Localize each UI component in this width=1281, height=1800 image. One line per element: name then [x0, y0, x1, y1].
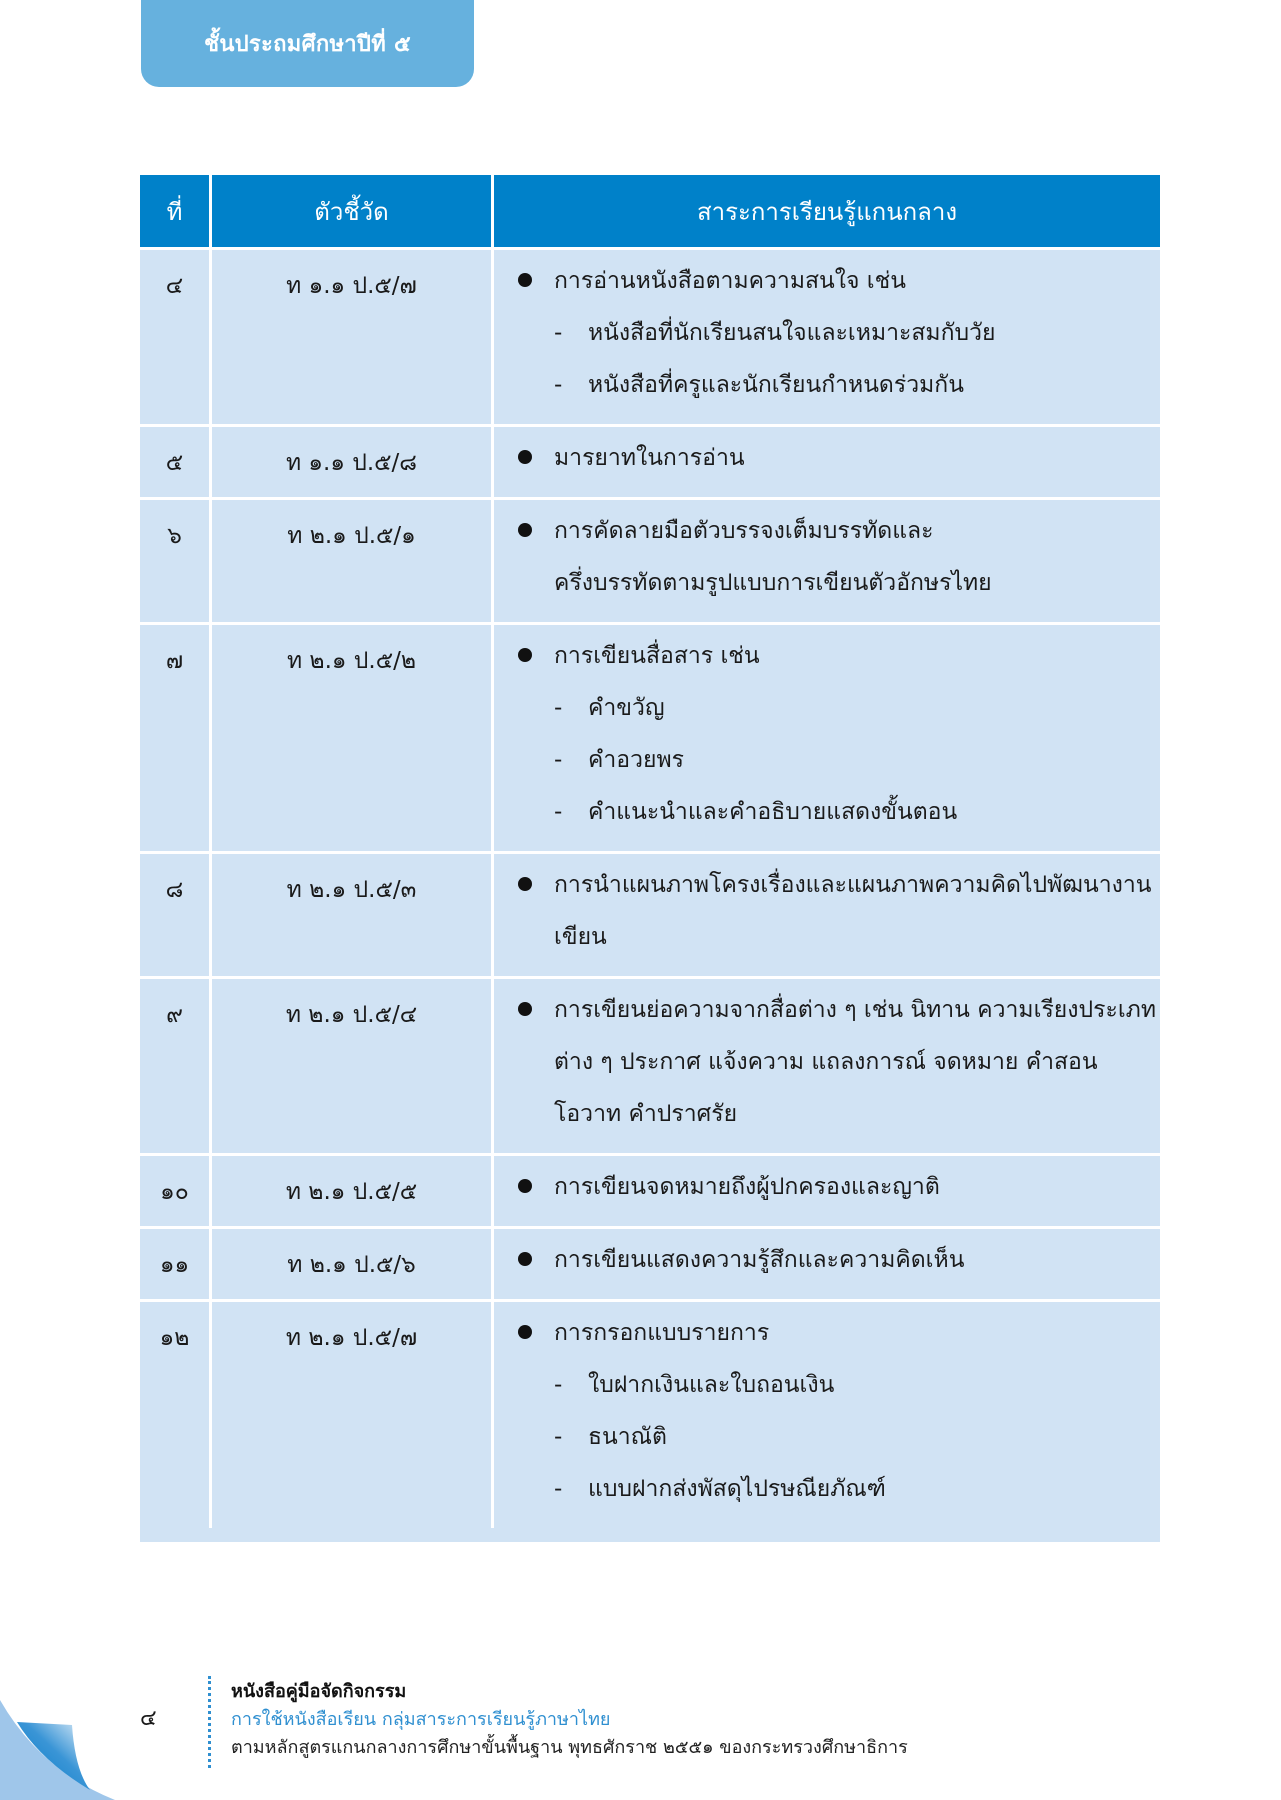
table-row: [140, 622, 1160, 851]
indicator-code: ท ๒.๑ ป.๕/๗: [212, 1302, 494, 1528]
sub-item: [518, 799, 1160, 851]
indicator-code: ท ๒.๑ ป.๕/๔: [212, 979, 494, 1153]
core-content: [494, 500, 1160, 622]
indicator-code: ท ๑.๑ ป.๕/๗: [212, 250, 494, 424]
bullet-continuation: ต่าง ๆ ประกาศ แจ้งความ แถลงการณ์ จดหมาย คำสอน: [554, 1049, 1098, 1075]
bullet-icon: [518, 877, 532, 891]
sub-item-text: ธนาณัติ: [588, 1424, 667, 1450]
table-row: [140, 1153, 1160, 1226]
table-row: [140, 497, 1160, 622]
curriculum-table: [140, 175, 1160, 1542]
sub-item: [518, 1424, 1160, 1476]
bullet-item: [518, 872, 1160, 924]
pad: [212, 1528, 494, 1542]
bullet-text: การเขียนสื่อสาร เช่น: [554, 643, 760, 669]
dash-marker: -: [554, 1424, 563, 1450]
bullet-text: การกรอกแบบรายการ: [554, 1320, 770, 1346]
indicator-code: ท ๒.๑ ป.๕/๒: [212, 625, 494, 851]
dash-marker: -: [554, 320, 563, 346]
row-number: ๙: [140, 979, 212, 1153]
bullet-icon: [518, 523, 532, 537]
indicator-code: ท ๑.๑ ป.๕/๘: [212, 427, 494, 497]
indicator-code: ท ๒.๑ ป.๕/๑: [212, 500, 494, 622]
core-content: [494, 854, 1160, 976]
table-row: [140, 851, 1160, 976]
indicator-code: ท ๒.๑ ป.๕/๕: [212, 1156, 494, 1226]
dash-marker: -: [554, 1476, 563, 1502]
bullet-item: [518, 1247, 1160, 1299]
bullet-text: การอ่านหนังสือตามความสนใจ เช่น: [554, 268, 906, 294]
core-content: [494, 250, 1160, 424]
bullet-item: [518, 518, 1160, 570]
core-content: [494, 625, 1160, 851]
sub-item-text: คำแนะนำและคำอธิบายแสดงขั้นตอน: [588, 799, 958, 825]
row-number: ๕: [140, 427, 212, 497]
page-number: ๔: [140, 1706, 157, 1731]
bullet-icon: [518, 1179, 532, 1193]
row-number: ๗: [140, 625, 212, 851]
bullet-text: มารยาทในการอ่าน: [554, 445, 745, 471]
pad: [494, 1528, 1160, 1542]
sub-item-text: คำขวัญ: [588, 695, 665, 721]
bullet-icon: [518, 1002, 532, 1016]
bullet-item: [518, 1320, 1160, 1372]
bullet-icon: [518, 1252, 532, 1266]
dash-marker: -: [554, 747, 563, 773]
table-body: [140, 247, 1160, 1528]
sub-item-text: ใบฝากเงินและใบถอนเงิน: [588, 1372, 835, 1398]
row-number: ๔: [140, 250, 212, 424]
core-content: [494, 1229, 1160, 1299]
sub-item: [518, 320, 1160, 372]
sub-item: [518, 372, 1160, 424]
bullet-icon: [518, 648, 532, 662]
dash-marker: -: [554, 695, 563, 721]
sub-item-text: แบบฝากส่งพัสดุไปรษณียภัณฑ์: [588, 1476, 886, 1502]
core-content: [494, 979, 1160, 1153]
bullet-item: [518, 445, 1160, 497]
bullet-text: การเขียนแสดงความรู้สึกและความคิดเห็น: [554, 1247, 965, 1273]
footer-book-title: หนังสือคู่มือจัดกิจกรรม: [231, 1681, 407, 1702]
sub-item-text: หนังสือที่นักเรียนสนใจและเหมาะสมกับวัย: [588, 320, 996, 346]
bullet-text: การนำแผนภาพโครงเรื่องและแผนภาพความคิดไปพัฒนางาน: [554, 872, 1152, 898]
table-header: [140, 175, 1160, 247]
bullet-item: [518, 997, 1160, 1049]
row-number: ๑๒: [140, 1302, 212, 1528]
footer-curriculum: ตามหลักสูตรแกนกลางการศึกษาขั้นพื้นฐาน พุทธศักราช ๒๕๕๑ ของกระทรวงศึกษาธิการ: [231, 1737, 908, 1758]
indicator-code: ท ๒.๑ ป.๕/๓: [212, 854, 494, 976]
sub-item-text: หนังสือที่ครูและนักเรียนกำหนดร่วมกัน: [588, 372, 964, 398]
column-header-content: สาระการเรียนรู้แกนกลาง: [696, 197, 958, 226]
row-number: ๑๑: [140, 1229, 212, 1299]
bullet-icon: [518, 273, 532, 287]
page-curl-decoration: [0, 1700, 200, 1800]
bullet-continuation: ครึ่งบรรทัดตามรูปแบบการเขียนตัวอักษรไทย: [554, 570, 992, 596]
row-number: ๖: [140, 500, 212, 622]
grade-level-tab: [141, 0, 474, 87]
table-bottom-padding: [140, 1528, 1160, 1542]
bullet-icon: [518, 1325, 532, 1339]
sub-item: [518, 695, 1160, 747]
core-content: [494, 427, 1160, 497]
sub-item: [518, 1476, 1160, 1528]
column-header-no: ที่: [140, 175, 212, 247]
table-row: [140, 247, 1160, 424]
core-content: [494, 1156, 1160, 1226]
bullet-item: [518, 643, 1160, 695]
bullet-text: การคัดลายมือตัวบรรจงเต็มบรรทัดและ: [554, 518, 934, 544]
dotted-divider: [208, 1676, 211, 1768]
sub-item-text: คำอวยพร: [588, 747, 685, 773]
column-header-indicator: ตัวชี้วัด: [212, 175, 494, 247]
bullet-continuation: เขียน: [554, 924, 607, 950]
bullet-icon: [518, 450, 532, 464]
sub-item: [518, 747, 1160, 799]
core-content: [494, 1302, 1160, 1528]
row-number: ๑๐: [140, 1156, 212, 1226]
grade-level-label: ชั้นประถมศึกษาปีที่ ๕: [204, 31, 411, 57]
bullet-text: การเขียนจดหมายถึงผู้ปกครองและญาติ: [554, 1174, 940, 1200]
bullet-item: [518, 268, 1160, 320]
dash-marker: -: [554, 1372, 563, 1398]
footer-subtitle: การใช้หนังสือเรียน กลุ่มสาระการเรียนรู้ภาษาไทย: [231, 1709, 611, 1730]
table-row: [140, 1226, 1160, 1299]
table-row: [140, 1299, 1160, 1528]
indicator-code: ท ๒.๑ ป.๕/๖: [212, 1229, 494, 1299]
table-row: [140, 424, 1160, 497]
bullet-item: [518, 1174, 1160, 1226]
table-row: [140, 976, 1160, 1153]
row-number: ๘: [140, 854, 212, 976]
dash-marker: -: [554, 372, 563, 398]
bullet-continuation: โอวาท คำปราศรัย: [554, 1101, 738, 1127]
dash-marker: -: [554, 799, 563, 825]
sub-item: [518, 1372, 1160, 1424]
pad: [140, 1528, 212, 1542]
bullet-text: การเขียนย่อความจากสื่อต่าง ๆ เช่น นิทาน ความเรียงประเภท: [554, 997, 1156, 1023]
